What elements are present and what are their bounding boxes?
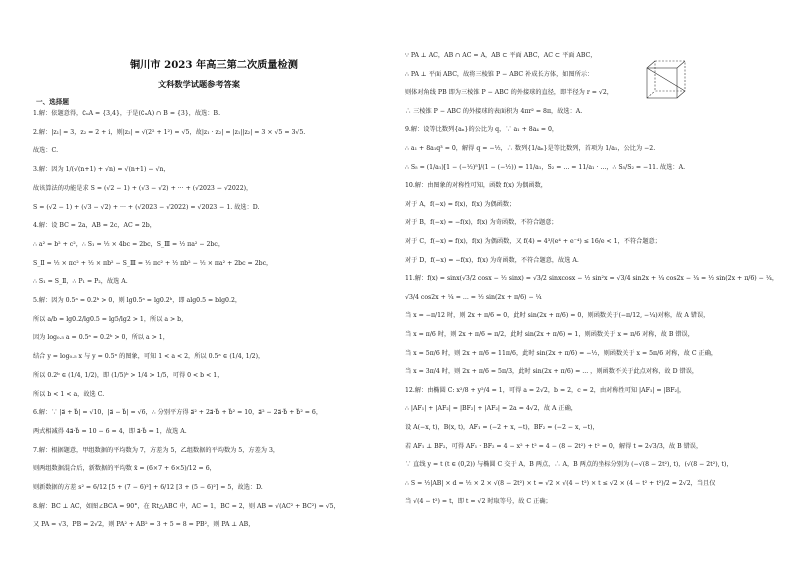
answer-line: 对于 A，f(−x) = f(x)，f(x) 为偶函数；: [405, 200, 516, 208]
left-column: [0, 0, 395, 562]
answer-line: ∴ 三棱锥 P − ABC 的外接球的表面积为 4πr² = 8π，故选：A.: [405, 107, 583, 115]
answer-line: S_Ⅱ = ½ × πc² + ½ × πb² − S_Ⅲ = ½ πc² + ½ πb² − ½ × πa² + 2bc = 2bc，: [33, 259, 273, 267]
answer-line: 5.解：因为 0.5ᵃ = 0.2ᵇ > 0，则 lg0.5ᵃ = lg0.2ᵇ，即 alg0.5 = blg0.2，: [33, 297, 242, 304]
answer-line: 结合 y = log₀.₅ x 与 y = 0.5ˣ 的图象，可知 1 < a < 2，所以 0.5ᵃ ∈ (1/4, 1/2)，: [33, 353, 265, 361]
answer-line: ∴ S = ½|AB| × d = ½ × 2 × √(8 − 2t²) × t = √2 × √(4 − t²) × t ≤ √2 × (4 − t² + t²)/2 = 2√2，当且仅: [405, 479, 716, 487]
answer-line: 9.解：设等比数列{aₙ}的公比为 q，∵ a₁ + 8a₄ = 0，: [405, 126, 559, 134]
answer-line: ∴ S₅ = (1/a₁)[1 − (−½)⁵]/(1 − (−½)) = 11/a₁，S₂ = ... = 11/a₁ · ...，∴ S₅/S₂ = −11. 故选：A.: [405, 163, 686, 171]
answer-line: 对于 B，f(−x) = −f(x)，f(x) 为奇函数，不符合题意；: [405, 219, 558, 227]
answer-line: 当 x = π/6 时，则 2x + π/6 = π/2，此时 sin(2x + π/6) = 1，则函数关于 x = π/6 对称，故 B 错误，: [405, 331, 694, 338]
answer-line: 对于 D，f(−x) = −f(x)，f(x) 为奇函数，不符合题意，故选 A.: [405, 256, 579, 264]
document-subtitle: 文科数学试题参考答案: [158, 79, 240, 89]
answer-line: ∴ a² = b² + c²，∴ S₁ = ½ × 4bc = 2bc，S_Ⅲ = ½ πa² − 2bc，: [33, 240, 225, 248]
answer-line: 3.解：因为 1/(√(n+1) + √n) = √(n+1) − √n，: [33, 166, 170, 174]
answer-line: 所以 b < 1 < a，故选 C.: [33, 390, 105, 398]
answer-line: 2.解：|z₁| = 3，z₂ = 2 + i，则|z₂| = √(2² + 1²) = √5，故|z₁ · z₂| = |z₁||z₂| = 3 × √5 = 3√5.: [33, 128, 306, 136]
right-column: [397, 0, 794, 562]
answer-line: 设 A(−x, t)，B(x, t)，AF₁ = (−2 + x, −t)，BF₂ = (−2 − x, −t)，: [405, 424, 599, 431]
answer-line: ∴ a₁ + 8a₁q³ = 0，解得 q = −½，∴ 数列{1/aₙ}是等比数列，首项为 1/a₁，公比为 −2.: [405, 145, 656, 152]
answer-line: 所以 a/b = lg0.2/lg0.5 = lg5/lg2 > 1，所以 a > b，: [33, 315, 188, 323]
answer-line: ∴ S₁ = S_Ⅱ，∴ P₁ = P₂，故选 A.: [33, 278, 128, 286]
document-title: 铜川市 2023 年高三第二次质量检测: [130, 59, 298, 71]
answer-line: ∵ 直线 y = t (t ∈ (0,2)) 与椭圆 C 交于 A，B 两点，∴ A，B 两点的坐标分别为 (−√(8 − 2t²), t)，(√(8 − 2t²), t)，: [405, 461, 733, 469]
cuboid-diagram: [641, 58, 691, 102]
answer-line: S = (√2 − 1) + (√3 − √2) + ··· + (√2023 − √2022) = √2023 − 1. 故选：D.: [33, 203, 260, 211]
answer-line: 6.解：∵ |a⃗ + b⃗| = √10，|a⃗ − b⃗| = √6，∴ 分别平方得 a⃗² + 2a⃗·b⃗ + b⃗² = 10，a⃗² − 2a⃗·b⃗ + b⃗² = 6，: [33, 409, 323, 417]
answer-line: 当 x = −π/12 时，则 2x + π/6 = 0，此时 sin(2x + π/6) = 0，则函数关于(−π/12, −¼)对称，故 A 错误，: [405, 312, 710, 320]
answer-line: 当 x = 3π/4 时，则 2x + π/6 = 5π/3，此时 sin(2x + π/6) = ... ，则函数不关于此点对称，故 D 错误，: [405, 368, 699, 376]
answer-line: 则两组数据混合后，新数据的平均数 x̄ = (6×7 + 6×5)/12 = 6，: [33, 465, 216, 473]
answer-line: 对于 C，f(−x) = f(x)，f(x) 为偶函数，又 f(4) = 4³/(e⁴ + e⁻⁴) ≤ 16/e < 1，不符合题意；: [405, 238, 661, 245]
answer-line: 10.解：由图象的对称性可知，函数 f(x) 为偶函数，: [405, 182, 547, 190]
answer-line: 又 PA = √3，PB = 2√2，则 PA² + AB² = 3 + 5 = 8 = PB²，则 PA ⊥ AB，: [33, 521, 255, 529]
answer-line: 因为 log₀.₅ a = 0.5ᵃ = 0.2ᵇ > 0，所以 a > 1，: [33, 334, 169, 342]
answer-line: 7.解：根据题意，甲组数据的平均数为 7，方差为 5，乙组数据的平均数为 5，方差为 3，: [33, 446, 280, 454]
cuboid-figure: [641, 58, 691, 102]
answer-line: 若 AF₁ ⊥ BF₂，可得 AF₁ · BF₂ = 4 − x² + t² = 4 − (8 − 2t²) + t² = 0，解得 t = 2√3/3，故 B 错误，: [405, 442, 703, 450]
answer-line: 12.解：由椭圆 C: x²/8 + y²/4 = 1，可得 a = 2√2，b = 2，c = 2，由对称性可知 |AF₁| = |BF₂|，: [405, 386, 686, 394]
answer-line: 当 √(4 − t²) = t，即 t = √2 时取等号，故 C 正确；: [405, 498, 552, 506]
answer-line: 1.解：依题意得，∁ᵤA = {3,4}，于是(∁ᵤA) ∩ B = {3}，故选：B.: [33, 110, 221, 117]
answer-line: 所以 0.2ᵇ ∈ (1/4, 1/2)，即 (1/5)ᵇ > 1/4 > 1/5，可得 0 < b < 1，: [33, 371, 224, 379]
answer-line: 故选：C.: [33, 147, 59, 155]
answer-line: 故该算法的功能是求 S = (√2 − 1) + (√3 − √2) + ··· + (√2023 − √2022)，: [33, 184, 253, 192]
answer-line: 11.解：f(x) = sinx(√3/2 cosx − ½ sinx) = √3/2 sinxcosx − ½ sin²x = √3/4 sin2x + ¼ cos2x − ¼ = ½ sin(2x + π/6) − ¼，: [405, 275, 779, 283]
section-heading-choice: 一、选择题: [36, 98, 69, 106]
answer-line: 4.解：设 BC = 2a，AB = 2c，AC = 2b，: [33, 222, 156, 230]
answer-line: ∴ |AF₁| + |AF₂| = |BF₂| + |AF₂| = 2a = 4√2，故 A 正确，: [405, 405, 577, 413]
answer-line: √3/4 cos2x + ¼ = ... = ½ sin(2x + π/6) − ¼: [405, 293, 542, 301]
answer-line: 则体对角线 PB 即为三棱锥 P − ABC 的外接球的直径，即半径为 r = √2，: [405, 89, 613, 97]
answer-line: ∵ PA ⊥ AC，AB ∩ AC = A，AB ⊂ 平面 ABC，AC ⊂ 平面 ABC，: [405, 52, 597, 59]
answer-line: 8.解：BC ⊥ AC，如图∠BCA = 90°，在 Rt△ABC 中，AC = 1，BC = 2，则 AB = √(AC² + BC²) = √5，: [33, 502, 340, 510]
answer-line: 两式相减得 4a⃗·b⃗ = 10 − 6 = 4，即 a⃗·b⃗ = 1，故选 A.: [33, 427, 187, 435]
answer-line: 则新数据的方差 s² = 6/12 [5 + (7 − 6)²] + 6/12 [3 + (5 − 6)²] = 5，故选：D.: [33, 484, 263, 491]
answer-line: 当 x = 5π/6 时，则 2x + π/6 = 11π/6，此时 sin(2x + π/6) = −½，则函数关于 x = 5π/6 对称，故 C 正确，: [405, 349, 718, 357]
answer-line: ∴ PA ⊥ 平面 ABC，故将三棱锥 P − ABC 补成长方体，如图所示：: [405, 70, 594, 78]
